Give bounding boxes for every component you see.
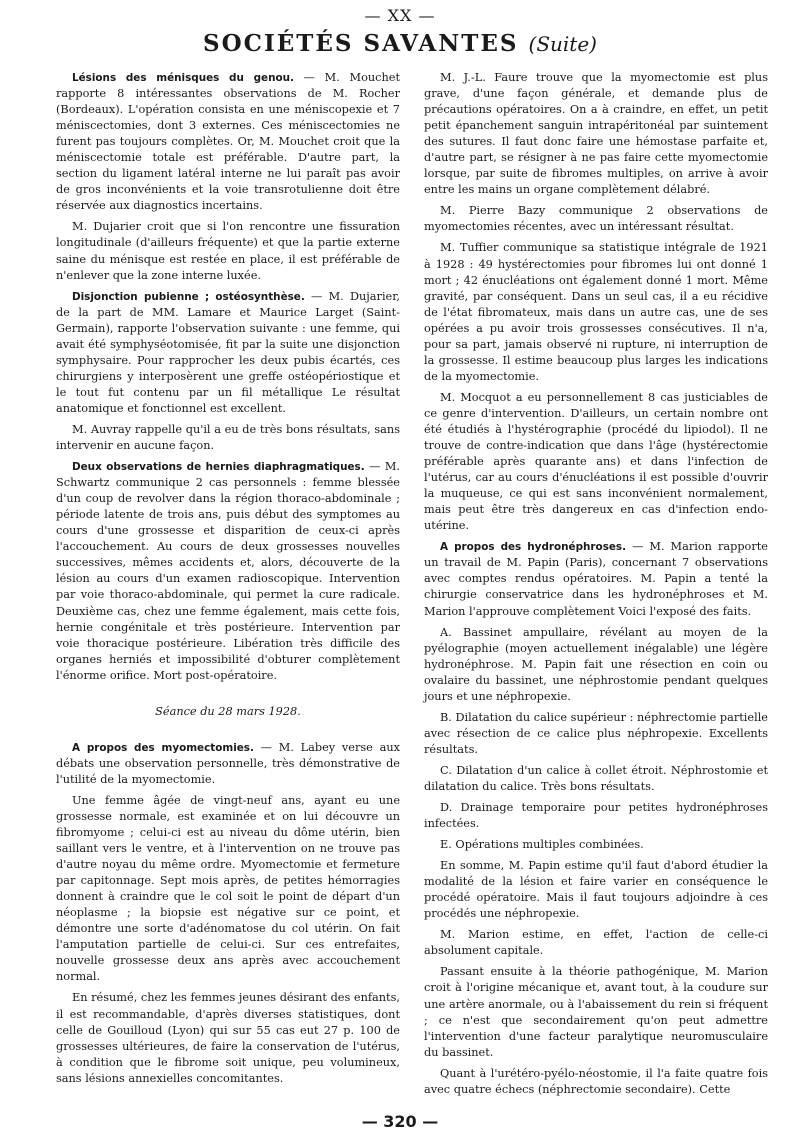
paragraph [56, 990, 400, 1086]
paragraph [424, 837, 768, 853]
paragraph [424, 964, 768, 1060]
paragraph-text: C. Dilatation d'un calice à collet étroit. Néphrostomie et dilatation du calice. Très bons résultats. [424, 763, 768, 793]
section-title-suffix: (Suite) [528, 32, 597, 56]
left-column [56, 70, 400, 1092]
paragraph [424, 763, 768, 795]
paragraph [424, 390, 768, 534]
paragraph-text: Quant à l'urétéro-pyélo-néostomie, il l'a faite quatre fois avec quatre échecs (néphrectomie secondaire). Cette [424, 1066, 768, 1096]
paragraph [56, 793, 400, 986]
paragraph [424, 539, 768, 619]
paragraph [424, 70, 768, 198]
paragraph-text: — M. Dujarier, de la part de MM. Lamare et Maurice Larget (Saint-Germain), rapporte l'observation suivante : une femme, qui avait été symphyséotomisée, fit par la suite une disjonction symphysaire. Pour rapprocher les deux pubis écartés, ces chirurgiens y interposèrent une greffe ostéopériostique et le tout fut contenu par un fil métallique Le résultat anatomique et fonctionnel est excellent. [56, 289, 400, 415]
paragraph [56, 219, 400, 283]
section-title [0, 30, 800, 57]
paragraph-text: B. Dilatation du calice supérieur : néphrectomie partielle avec résection de ce calice plus néphropexie. Excellents résultats. [424, 710, 768, 756]
paragraph [56, 289, 400, 417]
paragraph-text: — M. Marion rapporte un travail de M. Papin (Paris), concernant 7 observations avec comptes rendus opératoires. M. Papin a tenté la chirurgie conservatrice dans les hydronéphroses et M. Marion l'approuve complètement Voici l'exposé des faits. [424, 540, 768, 618]
paragraph-text: — M. Mouchet rapporte 8 intéressantes observations de M. Rocher (Bordeaux). L'opération consista en une méniscopexie et 7 méniscectomies, dont 3 externes. Ces méniscectomies ne furent pas toujours complètes. Or, M. Mouchet croit que la méniscectomie totale est préférable. D'autre part, la section du ligament latéral interne ne lui paraît pas avoir de gros inconvénients et la voie transrotulienne doit être réservée aux diagnostics incertains. [56, 71, 400, 213]
seance-date: Séance du 28 mars 1928. [155, 704, 301, 718]
paragraph-heading: A propos des myomectomies. [72, 741, 254, 754]
paragraph [424, 710, 768, 758]
paragraph [56, 740, 400, 788]
paragraph [424, 858, 768, 922]
paragraph-text: D. Drainage temporaire pour petites hydronéphroses infectées. [424, 801, 768, 831]
paragraph-text: M. Dujarier croit que si l'on rencontre une fissuration longitudinale (d'ailleurs fréquente) et que la partie externe saine du ménisque est restée en place, il est préférable de n'enlever que la zone interne luxée. [56, 220, 400, 282]
section-title-text: SOCIÉTÉS SAVANTES [203, 30, 519, 57]
paragraph-text: Une femme âgée de vingt-neuf ans, ayant eu une grossesse normale, est examinée et on lui découvre un fibromyome ; celui-ci est au niveau du dôme utérin, bien saillant vers le ventre, et à l'intervention on ne trouve pas d'autre noyau du même ordre. Myomectomie et fermeture par capitonnage. Sept mois après, de petites hémorragies donnent à craindre que le col soit le point de départ d'un néoplasme ; la biopsie est négative sur ce point, et démontre une sorte d'adénomatose du col utérin. On fait l'amputation partielle de celui-ci. Sur ces entrefaites, nouvelle grossesse deux ans après avec accouchement normal. [56, 793, 400, 984]
right-column [424, 70, 768, 1103]
paragraph-heading: A propos des hydronéphroses. [440, 541, 627, 554]
page-number: — 320 — [361, 1112, 439, 1131]
paragraph-text: — M. Schwartz communique 2 cas personnels : femme blessée d'un coup de revolver dans la région thoraco-abdominale ; période latente de trois ans, puis début des symptomes au cours d'une grossesse et disparition de ceux-ci après l'accouchement. Au cours de deux grossesses nouvelles successives, mêmes accidents et, alors, découverte de la lésion au cours d'un examen radioscopique. Intervention par voie thoraco-abdominale, qui permet la cure radicale. Deuxième cas, chez une femme également, mais cette fois, hernie congénitale et très postérieure. Intervention par voie thoracique postérieure. Libération très difficile des organes herniés et impossibilité d'obturer complètement l'énorme orifice. Mort post-opératoire. [56, 460, 400, 682]
paragraph-heading: Deux observations de hernies diaphragmatiques. [72, 461, 365, 474]
paragraph [424, 800, 768, 832]
paragraph-text: M. Marion estime, en effet, l'action de celle-ci absolument capitale. [424, 928, 768, 958]
paragraph-text: M. Pierre Bazy communique 2 observations de myomectomies récentes, avec un intéressant résultat. [424, 204, 768, 234]
paragraph [56, 70, 400, 214]
paragraph [424, 1066, 768, 1098]
paragraph-heading: Disjonction pubienne ; ostéosynthèse. [72, 290, 305, 303]
paragraph-heading: Lésions des ménisques du genou. [72, 72, 294, 84]
paragraph-text: M. J.-L. Faure trouve que la myomectomie est plus grave, d'une façon générale, et demande plus de précautions opératoires. On a à craindre, en effet, un petit petit épanchement sanguin intrapéritonéal par suintement des sutures. Il faut donc faire une hémostase parfaite et, d'autre part, se résigner à ne pas faire cette myomectomie lorsque, par suite de fibromes multiples, on arrive à avoir entre les mains un organe complètement délabré. [424, 71, 768, 197]
paragraph-text: M. Tuffier communique sa statistique intégrale de 1921 à 1928 : 49 hystérectomies pour fibromes lui ont donné 1 mort ; 42 énucléations ont également donné 1 mort. Même gravité, par conséquent. Dans un seul cas, il a eu récidive de l'état fibromateux, mais dans un autre cas, une de ses opérées a pu avoir trois grossesses consécutives. Il n'a, pour sa part, jamais observé ni rupture, ni interruption de la grossesse. Il estime beaucoup plus larges les indications de la myomectomie. [424, 241, 768, 383]
paragraph [424, 927, 768, 959]
paragraph [56, 422, 400, 454]
page-roman-number: — XX — [364, 6, 436, 25]
paragraph-text: En résumé, chez les femmes jeunes désirant des enfants, il est recommandable, d'après diverses statistiques, dont celle de Gouilloud (Lyon) qui sur 55 cas eut 27 p. 100 de grossesses ultérieures, de faire la conservation de l'utérus, à condition que le fibrome soit unique, peu volumineux, sans lésions annexielles concomitantes. [56, 991, 400, 1085]
paragraph-text: M. Auvray rappelle qu'il a eu de très bons résultats, sans intervenir en aucune façon. [56, 422, 400, 453]
paragraph-text: E. Opérations multiples combinées. [440, 838, 644, 852]
paragraph-text: A. Bassinet ampullaire, révélant au moyen de la pyélographie (moyen actuellement inégalable) une légère hydronéphrose. M. Papin fait une résection en coin ou ovalaire du bassinet, une néphrostomie pendant quelques jours et une néphropexie. [424, 625, 768, 703]
paragraph [424, 203, 768, 235]
paragraph [424, 240, 768, 384]
paragraph-text: M. Mocquot a eu personnellement 8 cas justiciables de ce genre d'intervention. D'ailleurs, un certain nombre ont été étudiés à l'hystérographie (procédé du lipiodol). Il ne trouve de contre-indication que dans l'âge (hystérectomie préférable après quarante ans) et dans l'infection de l'utérus, car au cours d'énucléations il est possible d'ouvrir la muqueuse, ce qui est sans inconvénient normalement, mais peut être très dangereux en cas d'infection endo-utérine. [424, 390, 768, 533]
paragraph [424, 625, 768, 705]
paragraph-text: — M. Labey verse aux débats une observation personnelle, très démonstrative de l'utilité de la myomectomie. [56, 740, 400, 786]
paragraph-text: En somme, M. Papin estime qu'il faut d'abord étudier la modalité de la lésion et faire varier en conséquence le procédé opératoire. Mais il faut toujours adjoindre à ces procédés une néphropexie. [424, 859, 768, 921]
paragraph [56, 459, 400, 684]
paragraph-text: Passant ensuite à la théorie pathogénique, M. Marion croit à l'origine mécanique et, avant tout, à la coudure sur une artère anormale, ou à l'abaissement du rein si fréquent ; ce n'est que secondairement qu'on peut admettre l'intervention d'une facteur paralytique neuromusculaire du bassinet. [424, 965, 768, 1059]
